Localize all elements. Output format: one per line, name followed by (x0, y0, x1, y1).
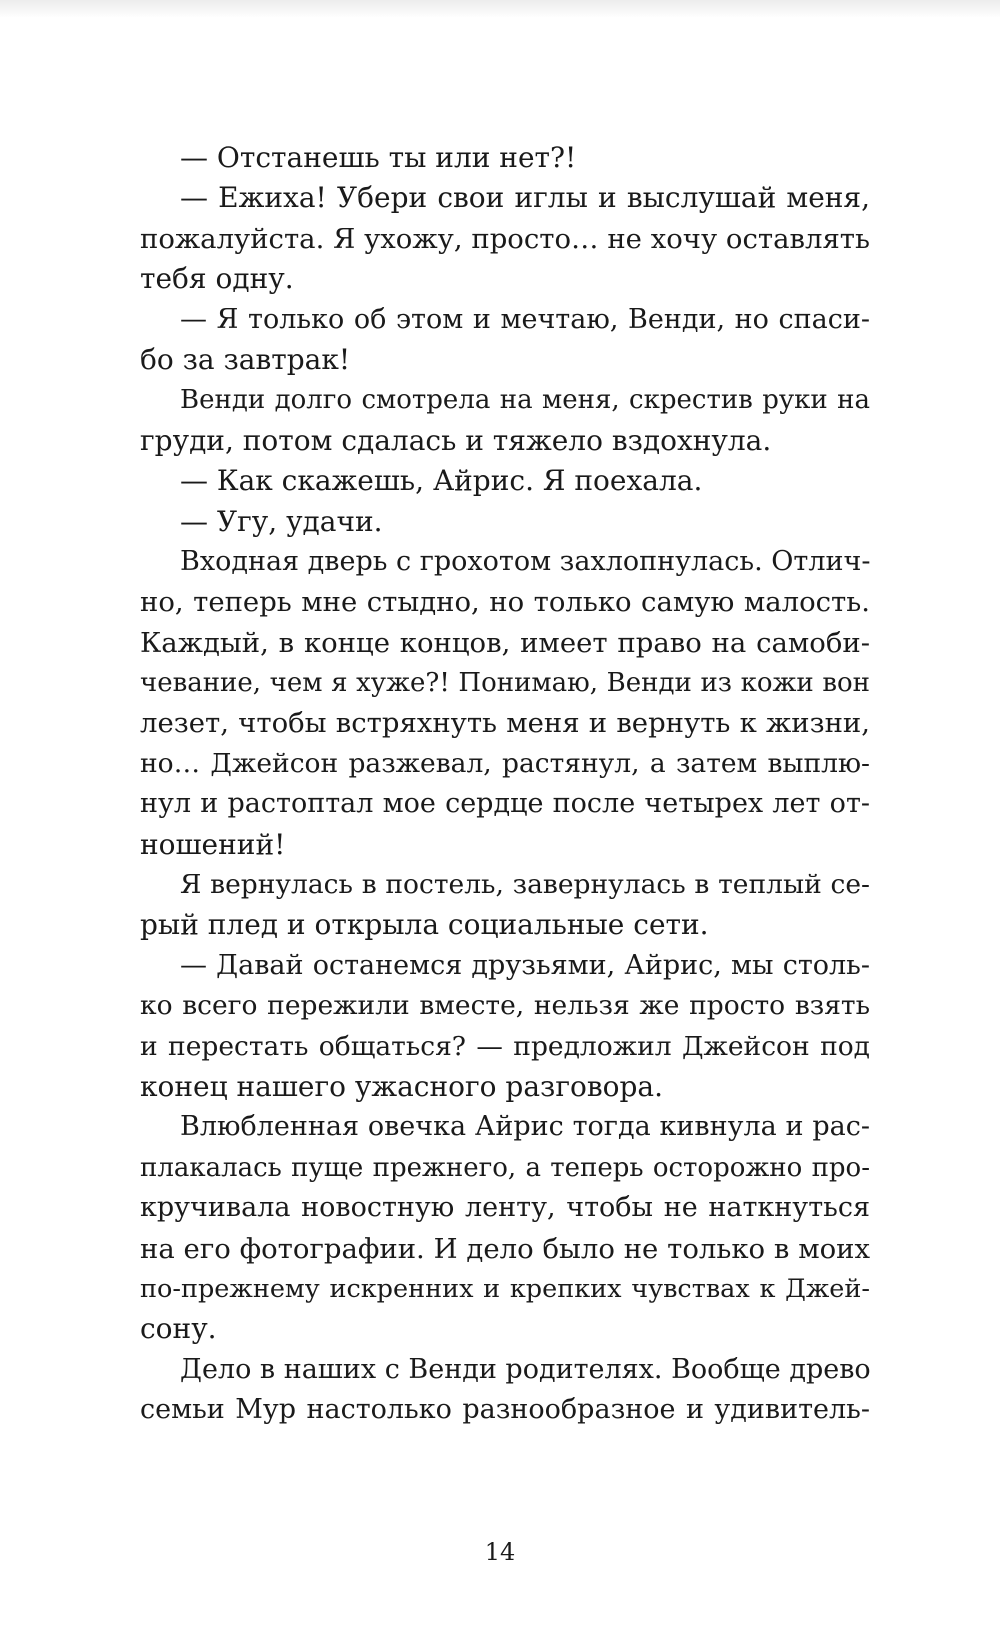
text-line: бо за завтрак! (140, 342, 351, 376)
text-line: плакалась пуще прежнего, а теперь осторожно про- (140, 1152, 870, 1183)
text-line: сону. (140, 1312, 217, 1346)
text-line: но, теперь мне стыдно, но только самую малость. (140, 586, 870, 619)
text-line: ко всего пережили вместе, нельзя же просто взять (140, 990, 870, 1022)
text-line: Дело в наших с Венди родителях. Вообще древо (180, 1353, 871, 1385)
text-line: груди, потом сдалась и тяжело вздохнула. (140, 423, 772, 457)
scan-edge-shadow (0, 0, 1000, 18)
text-line: рый плед и открыла социальные сети. (140, 908, 709, 942)
text-line: лезет, чтобы встряхнуть меня и вернуть к жизни, (140, 707, 870, 740)
text-line: семьи Мур настолько разнообразное и удивитель- (140, 1394, 870, 1426)
text-line: тебя одну. (140, 262, 294, 296)
text-line: — Как скажешь, Айрис. Я поехала. (180, 464, 703, 498)
text-line: на его фотографии. И дело было не только в моих (140, 1232, 870, 1265)
text-line: — Давай останемся друзьями, Айрис, мы столь- (180, 949, 870, 981)
page-number: 14 (484, 1538, 516, 1566)
text-line: ношений! (140, 827, 286, 861)
text-line: но… Джейсон разжевал, растянул, а затем выплю- (140, 747, 870, 779)
text-line: кручивала новостную ленту, чтобы не наткнуться (140, 1192, 870, 1224)
text-line: Я вернулась в постель, завернулась в теплый се- (180, 869, 870, 901)
text-line: Венди долго смотрела на меня, скрестив руки на (180, 385, 870, 416)
text-line: — Я только об этом и мечтаю, Венди, но спаси- (180, 303, 870, 335)
text-line: Входная дверь с грохотом захлопнулась. Отлич- (180, 545, 871, 577)
text-line: — Угу, удачи. (180, 504, 383, 538)
page-text (140, 138, 870, 1431)
text-line: чевание, чем я хуже?! Понимаю, Венди из кожи вон (140, 668, 870, 699)
text-line: нул и растоптал мое сердце после четырех лет от- (140, 788, 870, 820)
text-line: Каждый, в конце концов, имеет право на самоби- (140, 626, 870, 659)
text-line: и перестать общаться? — предложил Джейсон под (140, 1030, 870, 1062)
text-line: конец нашего ужасного разговора. (140, 1069, 663, 1103)
text-line: Влюбленная овечка Айрис тогда кивнула и рас- (180, 1111, 870, 1143)
text-line: — Отстанешь ты или нет?! (180, 141, 577, 174)
text-line: — Ежиха! Убери свои иглы и выслушай меня, (180, 181, 870, 215)
text-line: пожалуйста. Я ухожу, просто… не хочу оставлять (140, 222, 870, 255)
text-line: по-прежнему искренних и крепких чувствах к Джей- (140, 1273, 870, 1304)
